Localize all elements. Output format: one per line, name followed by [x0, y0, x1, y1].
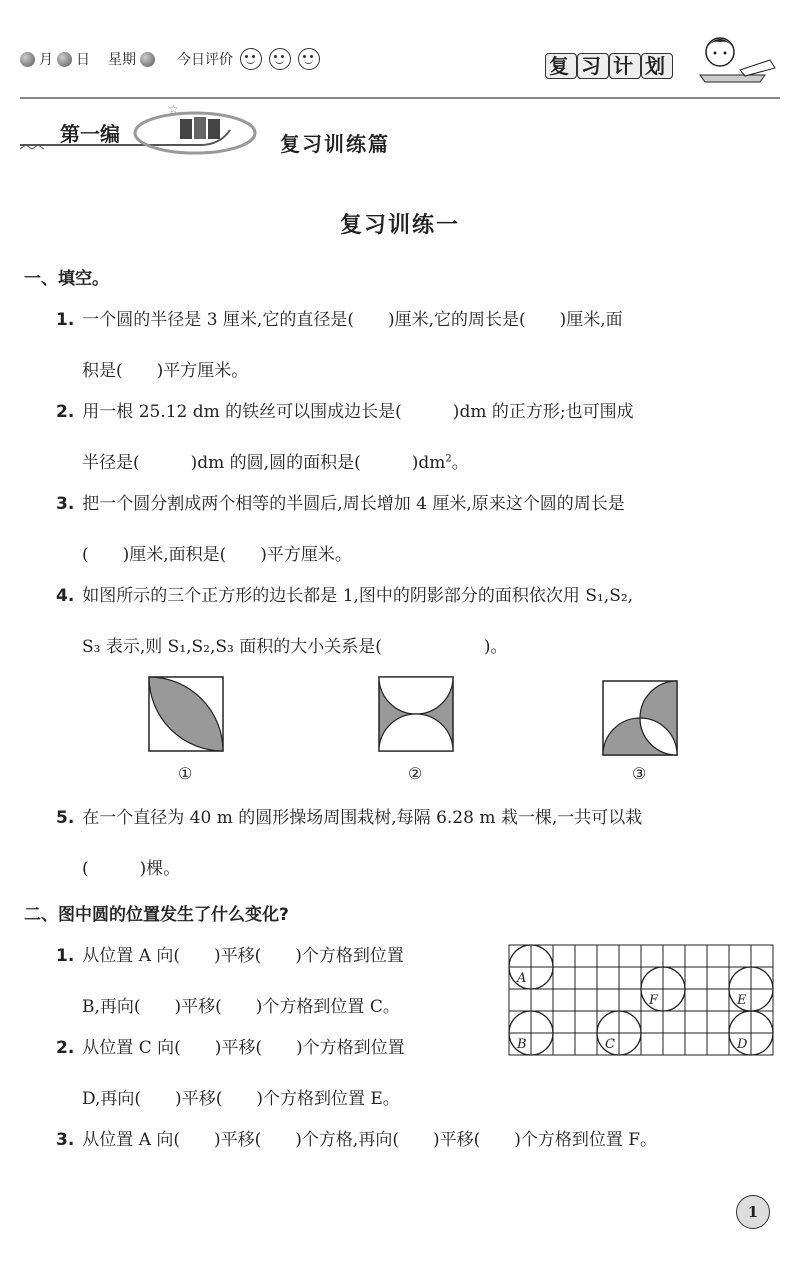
plan-char: 复	[545, 53, 577, 79]
figure-label-2: ②	[408, 764, 423, 783]
translation-grid	[508, 944, 776, 1058]
s2-question-1-cont: B,再向( )平移( )个方格到位置 C。	[82, 997, 400, 1017]
grid-label-d: D	[737, 1037, 748, 1052]
question-5-cont: ( )棵。	[82, 859, 181, 879]
rating-label: 今日评价	[177, 52, 233, 68]
part-label: 第一编	[60, 122, 120, 146]
figure-3-quarters	[602, 680, 678, 756]
grid-label-a: A	[517, 971, 527, 986]
date-day: 日	[76, 52, 90, 68]
blank-circle-icon	[20, 52, 35, 67]
grid-label-f: F	[649, 993, 659, 1008]
svg-text:☆: ☆	[168, 105, 179, 116]
review-plan-logo	[545, 50, 673, 79]
weekday-label: 星期	[108, 52, 136, 68]
section-heading-fill-blank: 一、填空。	[24, 269, 109, 289]
figure-2-corners	[378, 676, 454, 752]
question-2: 2. 用一根 25.12 dm 的铁丝可以围成边长是( )dm 的正方形;也可围成	[56, 402, 634, 422]
date-row	[20, 48, 320, 70]
question-1-cont: 积是( )平方厘米。	[82, 361, 249, 381]
date-month: 月	[39, 52, 53, 68]
question-4-cont: S₃ 表示,则 S₁,S₂,S₃ 面积的大小关系是( )。	[82, 637, 508, 657]
smiley-icon	[240, 48, 262, 70]
smiley-icon	[298, 48, 320, 70]
s2-question-1: 1. 从位置 A 向( )平移( )个方格到位置	[56, 946, 404, 966]
figure-label-1: ①	[178, 764, 193, 783]
plan-char: 习	[577, 53, 609, 79]
page-title: 复习训练一	[339, 212, 460, 238]
plan-char: 划	[641, 53, 673, 79]
girl-reading-icon	[680, 30, 780, 85]
s2-question-3: 3. 从位置 A 向( )平移( )个方格,再向( )平移( )个方格到位置 F。	[56, 1130, 658, 1150]
grid-label-c: C	[605, 1037, 615, 1052]
question-5: 5. 在一个直径为 40 m 的圆形操场周围栽树,每隔 6.28 m 栽一棵,一共可以栽	[56, 808, 643, 828]
question-3: 3. 把一个圆分割成两个相等的半圆后,周长增加 4 厘米,原来这个圆的周长是	[56, 494, 625, 514]
header-divider	[0, 96, 800, 100]
blank-circle-icon	[57, 52, 72, 67]
question-1: 1. 一个圆的半径是 3 厘米,它的直径是( )厘米,它的周长是( )厘米,面	[56, 310, 623, 330]
blank-circle-icon	[140, 52, 155, 67]
grid-label-e: E	[737, 993, 747, 1008]
plan-char: 计	[609, 53, 641, 79]
smiley-icon	[269, 48, 291, 70]
question-4: 4. 如图所示的三个正方形的边长都是 1,图中的阴影部分的面积依次用 S₁,S₂,	[56, 586, 634, 606]
section-heading-circle-moves: 二、图中圆的位置发生了什么变化?	[24, 905, 289, 925]
figure-label-3: ③	[632, 764, 647, 783]
s2-question-2: 2. 从位置 C 向( )平移( )个方格到位置	[56, 1038, 405, 1058]
question-2-cont: 半径是( )dm 的圆,圆的面积是( )$dm^2$。	[82, 453, 469, 473]
figure-1-leaf	[148, 676, 224, 752]
part-title: 复习训练篇	[280, 132, 390, 156]
page-number: 1	[736, 1195, 770, 1229]
s2-question-2-cont: D,再向( )平移( )个方格到位置 E。	[82, 1089, 400, 1109]
banner-decoration	[20, 105, 800, 165]
grid-label-b: B	[517, 1037, 527, 1052]
question-3-cont: ( )厘米,面积是( )平方厘米。	[82, 545, 352, 565]
